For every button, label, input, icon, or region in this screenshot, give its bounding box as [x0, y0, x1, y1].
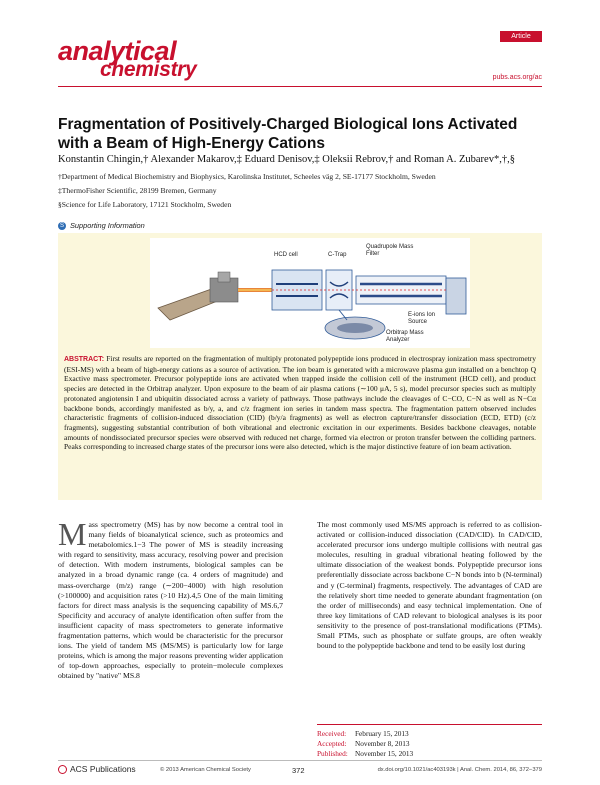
journal-name-line2: chemistry	[100, 58, 197, 81]
abstract-label: ABSTRACT:	[64, 356, 105, 363]
abstract	[64, 354, 536, 452]
abstract-body: First results are reported on the fragmentation of multiply protonated polypeptide ions produced in electrospray ionization mass spectrometry (ESI-MS) with a beam of high-energy cations as a source of activation. The ion beam is generated with a microwave plasma gun installed on a benchtop Q Exactive mass spectrometer. Precursor polypeptide ions are activated when trapped inside the collision cell of the instrument (HCD cell), and product species are detected in the Orbitrap analyzer. Upon exposure to the beam of air plasma cations (∼100 μA, 5 s), model precursor species such as multiply protonated angiotensin I and ubiquitin dissociated across a variety of pathways. Those pathways include the cleavages of C−CO, C−N as well as N−Cα backbone bonds, accordingly manifested as b/y, a, and c/z fragment ion series in tandem mass spectra. The fragmentation pattern observed includes characteristic fragments of collision-induced dissociation (CID) (b/y/a fragments) as well as electron capture/transfer dissociation (ECD, ETD) (c/z fragments), suggesting substantial contribution of both vibrational and electronic excitation in our experiments. Besides backbone cleavages, notable amounts of nondissociated precursor species were observed with reduced net charge, formed via electron or proton transfer between the colliding partners. Peaks corresponding to increased charge states of the precursor ions were also detected, which is the major distinctive feature of ion beam activation.	[64, 354, 537, 452]
intro-paragraph: ass spectrometry (MS) has by now become a central tool in many fields of bioanalytical science, such as proteomics and metabolomics.1−3 The power of MS is steadily increasing with regard to sensitivity, mass accuracy, resolving power and precision of detection. With modern instruments, biological samples can be analyzed in a broad dynamic range (ca. 4 orders of magnitude) and mass-overcharge (m/z) range (∼200−4000) with high resolution (>100000) and acquisition rates (>10 Hz).4,5 One of the main limiting factors for direct mass analysis is the sequencing capability of MS.6,7 Specificity and accuracy of analyte identification often suffer from the insufficient capacity of mass spectrometers to generate informative fragmentation patterns, which would be characteristic for the precursor ions. The yield of tandem MS (MS/MS) is particularly low for large proteins, which is among the major reasons preventing wider application of top-down approaches, especially to protein−molecule complexes obtained by "native" MS.8	[58, 520, 283, 681]
acs-logo-icon	[58, 765, 67, 774]
date-accepted: Accepted: November 8, 2013	[317, 739, 410, 748]
label-hcd-cell: HCD cell	[274, 252, 298, 258]
supporting-info-link[interactable]	[58, 221, 145, 230]
supporting-info-icon: S	[59, 223, 64, 230]
body-column-left	[58, 516, 283, 682]
page-number: 372	[292, 766, 305, 775]
affiliation-1: †Department of Medical Biochemistry and Biophysics, Karolinska Institutet, Scheeles väg 2, SE-17177 Stockholm, Sweden	[58, 172, 436, 181]
paper-title: Fragmentation of Positively-Charged Biological Ions Activated with a Beam of High-Energy Cations	[58, 116, 518, 152]
toc-graphic	[150, 238, 470, 348]
label-c-trap: C-Trap	[328, 252, 347, 258]
affiliation-3: §Science for Life Laboratory, 17121 Stockholm, Sweden	[58, 200, 232, 209]
label-quadrupole: Quadrupole Mass Filter	[366, 244, 414, 257]
publisher-logo: ACS Publications	[58, 764, 136, 774]
copyright: © 2013 American Chemical Society	[160, 767, 251, 773]
date-published: Published: November 15, 2013	[317, 749, 414, 758]
supporting-info-label: Supporting Information	[70, 221, 145, 230]
body-column-right	[317, 520, 542, 651]
journal-url[interactable]: pubs.acs.org/ac	[492, 74, 542, 81]
label-eion-source: E-ions Ion Source	[408, 312, 436, 325]
header-divider	[58, 86, 542, 87]
cad-paragraph: The most commonly used MS/MS approach is referred to as collision-activated or collision-induced dissociation (CAD/CID). In CAD/CID, accelerated precursor ions undergo multiple collisions with neutral gas molecules, resulting in gradual vibrational heating followed by the ultimate dissociation of the weakest bonds. Polypeptide precursor ions preferentially dissociate across backbone C−N bonds into b (N-terminal) and y (C-terminal) fragments, respectively. The advantages of CAD are the relatively short time needed to generate abundant fragmentation (on the order of milliseconds) and easy technical implementation. One of three key limitations of CAD relevant to biological analyses is its poor sensitivity to the presence of post-translational modifications (PTMs). Small PTMs, such as phosphate or sulfate groups, are often weakly bound to the polypeptide backbone and tend to be easily lost during	[317, 520, 542, 651]
date-received: Received: February 15, 2013	[317, 729, 409, 738]
journal-name-line1: analytical	[58, 36, 177, 66]
article-type-badge: Article	[500, 31, 542, 42]
author-list: Konstantin Chingin,† Alexander Makarov,‡ Eduard Denisov,‡ Oleksii Rebrov,† and Roman A. Zubarev*,†,§	[58, 154, 515, 165]
footer-divider	[58, 760, 542, 761]
publication-dates	[317, 724, 542, 759]
affiliation-2: ‡ThermoFisher Scientific, 28199 Bremen, Germany	[58, 186, 217, 195]
doi-citation[interactable]: dx.doi.org/10.1021/ac403193k | Anal. Chem. 2014, 86, 372−379	[377, 767, 542, 773]
label-orbitrap: Orbitrap Mass Analyzer	[386, 330, 424, 343]
drop-cap: M	[58, 516, 87, 552]
